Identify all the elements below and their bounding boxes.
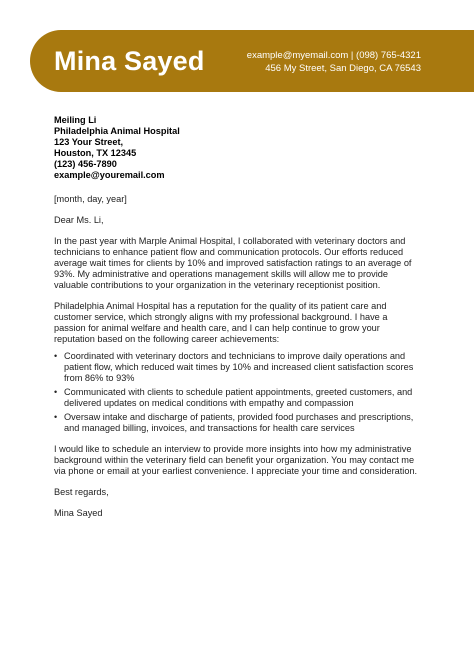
list-item: • Oversaw intake and discharge of patients, provided food purchases and prescriptions, and managed billing, invoices, and transactions for health care services (54, 412, 414, 433)
recipient-name: Meiling Li (54, 115, 97, 125)
bullet-icon: • (54, 387, 58, 397)
recipient-email: example@youremail.com (54, 170, 165, 180)
list-item: • Communicated with clients to schedule patient appointments, greeted customers, and delivered updates on medical conditions with empathy and compassion (54, 387, 413, 408)
letter-date: [month, day, year] (54, 194, 127, 204)
applicant-contact (247, 49, 421, 75)
paragraph-1: In the past year with Marple Animal Hospital, I collaborated with veterinary doctors and technicians to enhance patient flow and communication protocols. Our efforts reduced average wait times for clients by 10% and improved satisfaction ratings to an average of 93%. My administrative and operations management skills will allow me to provide valuable contributions to your organization in the veterinary receptionist position. (54, 236, 412, 290)
paragraph-2: Philadelphia Animal Hospital has a reputation for the quality of its patient care and customer service, which strongly aligns with my professional background. I have a passion for animal welfare and health care, and I can help continue to grow your reputation based on the following career achievements: (54, 301, 388, 344)
recipient-organization: Philadelphia Animal Hospital (54, 126, 180, 136)
recipient-street: 123 Your Street, (54, 137, 124, 147)
signature: Mina Sayed (54, 508, 103, 518)
recipient-phone: (123) 456-7890 (54, 159, 117, 169)
recipient-city: Houston, TX 12345 (54, 148, 137, 158)
recipient-block (54, 115, 420, 181)
closing: Best regards, (54, 487, 109, 497)
letter-body (54, 115, 420, 519)
salutation: Dear Ms. Li, (54, 215, 104, 225)
contact-address: 456 My Street, San Diego, CA 76543 (265, 63, 421, 74)
applicant-name: Mina Sayed (54, 46, 205, 76)
bullet-icon: • (54, 412, 58, 422)
achievements-list (54, 351, 420, 434)
paragraph-3: I would like to schedule an interview to provide more insights into how my administrative background within the veterinary field can benefit your organization. You may contact me via phone or email at your earliest convenience. I appreciate your time and consideration. (54, 444, 418, 476)
contact-email-phone: example@myemail.com | (098) 765-4321 (246, 50, 421, 61)
header-banner (30, 30, 474, 92)
list-item: • Coordinated with veterinary doctors and technicians to improve daily operations and patient flow, which reduced wait times by 10% and increased client satisfaction scores from 86% to 93% (54, 351, 414, 383)
bullet-icon: • (54, 351, 58, 361)
